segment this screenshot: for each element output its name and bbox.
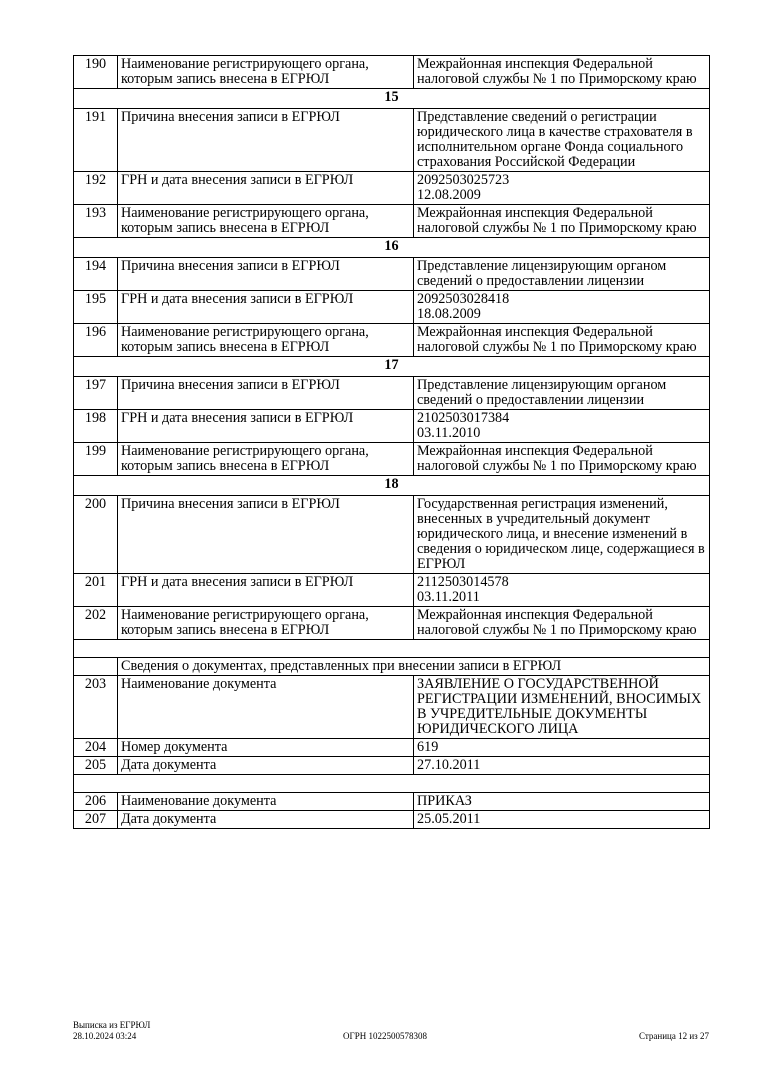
row-number: 193 [74,205,118,238]
row-label: Наименование документа [118,793,414,811]
row-value: 27.10.2011 [414,757,710,775]
row-value: ЗАЯВЛЕНИЕ О ГОСУДАРСТВЕННОЙ РЕГИСТРАЦИИ ИЗМЕНЕНИЙ, ВНОСИМЫХ В УЧРЕДИТЕЛЬНЫЕ ДОКУМЕНТЫ ЮРИДИЧЕСКОГО ЛИЦА [414,676,710,739]
row-number: 197 [74,377,118,410]
row-number: 201 [74,574,118,607]
row-value: Представление лицензирующим органом сведений о предоставлении лицензии [414,258,710,291]
row-value: Межрайонная инспекция Федеральной налоговой службы № 1 по Приморскому краю [414,205,710,238]
table-body [74,56,710,829]
row-number: 207 [74,811,118,829]
table-row [74,676,710,739]
documents-header-title: Сведения о документах, представленных при внесении записи в ЕГРЮЛ [118,658,710,676]
row-value: ПРИКАЗ [414,793,710,811]
row-value: 2112503014578 03.11.2011 [414,574,710,607]
blank-cell [74,775,710,793]
row-number: 202 [74,607,118,640]
row-label: ГРН и дата внесения записи в ЕГРЮЛ [118,172,414,205]
section-header-row [74,89,710,109]
row-number: 199 [74,443,118,476]
row-number: 198 [74,410,118,443]
row-label: Наименование регистрирующего органа, которым запись внесена в ЕГРЮЛ [118,324,414,357]
row-value: Государственная регистрация изменений, внесенных в учредительный документ юридического лица, и внесение изменений в сведения о юридическом лице, содержащиеся в ЕГРЮЛ [414,496,710,574]
egrul-extract-table [73,55,710,829]
row-value: 2102503017384 03.11.2010 [414,410,710,443]
table-row [74,291,710,324]
table-row [74,205,710,238]
section-number: 16 [74,238,710,258]
blank-cell [74,640,710,658]
table-row [74,56,710,89]
row-number: 192 [74,172,118,205]
row-value: Межрайонная инспекция Федеральной налоговой службы № 1 по Приморскому краю [414,443,710,476]
row-label: Наименование регистрирующего органа, которым запись внесена в ЕГРЮЛ [118,607,414,640]
footer-datetime: 28.10.2024 03:24 [73,1031,137,1041]
row-value: Представление лицензирующим органом сведений о предоставлении лицензии [414,377,710,410]
section-number: 17 [74,357,710,377]
blank-separator-row [74,640,710,658]
row-label: Наименование документа [118,676,414,739]
table-row [74,443,710,476]
row-label: Наименование регистрирующего органа, которым запись внесена в ЕГРЮЛ [118,56,414,89]
table-row [74,109,710,172]
row-value: 2092503028418 18.08.2009 [414,291,710,324]
row-label: Причина внесения записи в ЕГРЮЛ [118,258,414,291]
table-row [74,793,710,811]
row-number: 195 [74,291,118,324]
row-number: 190 [74,56,118,89]
row-label: Дата документа [118,811,414,829]
table-row [74,377,710,410]
row-value: Межрайонная инспекция Федеральной налоговой службы № 1 по Приморскому краю [414,607,710,640]
row-value: Межрайонная инспекция Федеральной налоговой службы № 1 по Приморскому краю [414,324,710,357]
row-number: 194 [74,258,118,291]
documents-header-empty-cell [74,658,118,676]
row-label: Причина внесения записи в ЕГРЮЛ [118,496,414,574]
row-label: Наименование регистрирующего органа, которым запись внесена в ЕГРЮЛ [118,205,414,238]
footer-left [73,1020,150,1042]
table-row [74,324,710,357]
row-label: ГРН и дата внесения записи в ЕГРЮЛ [118,410,414,443]
table-row [74,811,710,829]
row-value: Представление сведений о регистрации юридического лица в качестве страхователя в исполнительном органе Фонда социального страхования Российской Федерации [414,109,710,172]
documents-header-row [74,658,710,676]
row-label: Наименование регистрирующего органа, которым запись внесена в ЕГРЮЛ [118,443,414,476]
footer-ogrn: ОГРН 1022500578308 [343,1031,427,1041]
section-header-row [74,357,710,377]
row-value: 2092503025723 12.08.2009 [414,172,710,205]
row-value: 619 [414,739,710,757]
table-row [74,574,710,607]
row-number: 204 [74,739,118,757]
row-number: 205 [74,757,118,775]
row-number: 203 [74,676,118,739]
row-label: Причина внесения записи в ЕГРЮЛ [118,109,414,172]
row-value: Межрайонная инспекция Федеральной налоговой службы № 1 по Приморскому краю [414,56,710,89]
section-number: 15 [74,89,710,109]
row-label: Причина внесения записи в ЕГРЮЛ [118,377,414,410]
row-label: Дата документа [118,757,414,775]
row-label: ГРН и дата внесения записи в ЕГРЮЛ [118,574,414,607]
row-number: 196 [74,324,118,357]
row-label: Номер документа [118,739,414,757]
row-number: 191 [74,109,118,172]
row-number: 200 [74,496,118,574]
table-row [74,258,710,291]
table-row [74,607,710,640]
row-value: 25.05.2011 [414,811,710,829]
table-row [74,757,710,775]
table-row [74,410,710,443]
section-number: 18 [74,476,710,496]
table-row [74,496,710,574]
section-header-row [74,476,710,496]
table-row [74,739,710,757]
table-row [74,172,710,205]
row-label: ГРН и дата внесения записи в ЕГРЮЛ [118,291,414,324]
row-number: 206 [74,793,118,811]
footer-page-number: Страница 12 из 27 [639,1031,709,1041]
blank-separator-row [74,775,710,793]
footer-doc-title: Выписка из ЕГРЮЛ [73,1020,151,1030]
section-header-row [74,238,710,258]
